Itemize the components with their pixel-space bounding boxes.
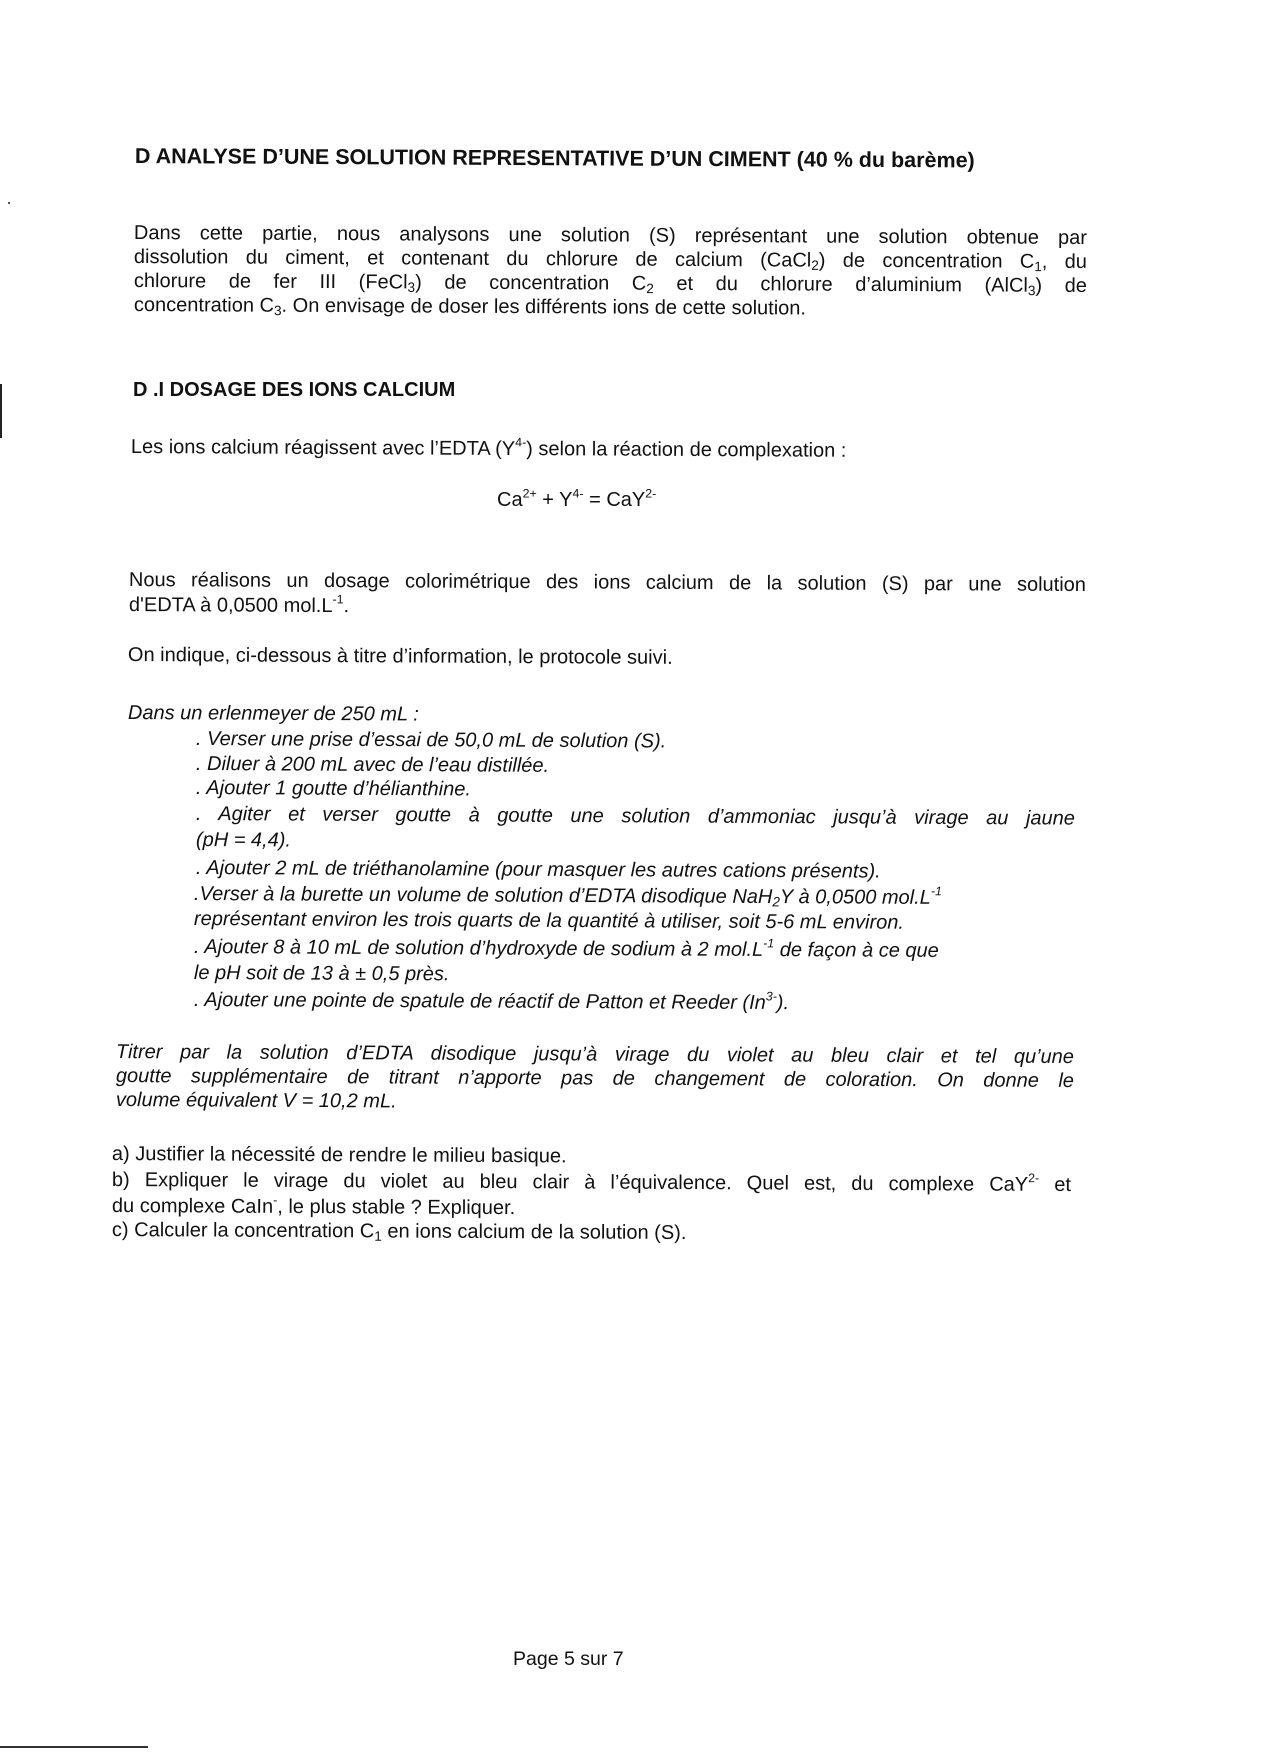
intro-line-2: dissolution du ciment, et contenant du chlorure de calcium (CaCl$_2$) de concentration $C_1$, du: [133, 246, 1088, 275]
dosage-line-1: Nous réalisons un dosage colorimétrique des ions calcium de la solution (S) par une solution: [128, 569, 1086, 597]
protocol-heading: Dans un erlenmeyer de 250 mL :: [127, 702, 419, 726]
page-number: Page 5 sur 7: [513, 1648, 624, 1670]
protocol-intro: On indique, ci-dessous à titre d’information, le protocole suivi.: [127, 644, 673, 669]
protocol-step-6b: représentant environ les trois quarts de la quantité à utiliser, soit 5-6 mL environ.: [193, 908, 905, 934]
intro-line-1: Dans cette partie, nous analysons une solution (S) représentant une solution obtenue par: [133, 222, 1087, 249]
protocol-step-1: . Verser une prise d’essai de 50,0 mL de solution (S).: [195, 728, 667, 753]
protocol-step-8: . Ajouter une pointe de spatule de réactif de Patton et Reeder $(In^{3-})$.: [193, 989, 790, 1015]
titrage-line-1: Titrer par la solution d’EDTA disodique jusqu’à virage du violet au bleu clair et tel qu’une: [115, 1041, 1074, 1069]
scan-artifact-bottom: [0, 1746, 148, 1748]
scan-artifact-dot: [8, 202, 10, 204]
dosage-line-2: d'EDTA à 0,0500 $mol.L^{-1}$.: [128, 592, 350, 618]
protocol-step-7b: le pH soit de 13 à ± 0,5 près.: [193, 962, 450, 986]
scan-artifact-left: [0, 384, 2, 438]
intro-line-4: concentration $C_3$. On envisage de doser les différents ions de cette solution.: [133, 294, 807, 320]
protocol-step-5: . Ajouter 2 mL de triéthanolamine (pour masquer les autres cations présents).: [195, 857, 881, 883]
protocol-step-4a: . Agiter et verser goutte à goutte une solution d’ammoniac jusqu’à virage au jaune: [195, 803, 1075, 830]
protocol-step-4b: (pH = 4,4).: [195, 829, 292, 852]
intro-line-3: chlorure de fer III (FeCl$_3$) de concentration $C_2$ et du chlorure d’aluminium (AlCl$_3$) de: [133, 270, 1087, 299]
question-c: c) Calculer la concentration $C_1$ en ions calcium de la solution (S).: [111, 1219, 687, 1245]
question-b-line-1: b) Expliquer le virage du violet au bleu clair à l’équivalence. Quel est, du complexe CaY$^{2-}$ et: [111, 1169, 1071, 1197]
reaction-intro: Les ions calcium réagissent avec l’EDTA $(Y^{4-})$ selon la réaction de complexation :: [130, 435, 847, 462]
protocol-step-6a: .Verser à la burette un volume de solution d’EDTA disodique NaH$_2$Y à 0,0500 $mol.L^{-1}$: [193, 883, 942, 910]
titrage-line-2: goutte supplémentaire de titrant n’apporte pas de changement de coloration. On donne le: [115, 1065, 1074, 1093]
question-b-line-2: du complexe CaIn-, le plus stable ? Expliquer.: [111, 1193, 516, 1220]
protocol-step-7a: . Ajouter 8 à 10 mL de solution d’hydroxyde de sodium à 2 $mol.L^{-1}$ de façon à ce que: [193, 936, 939, 962]
question-a: a) Justifier la nécessité de rendre le milieu basique.: [111, 1143, 567, 1168]
protocol-step-2: . Diluer à 200 mL avec de l’eau distillée.: [195, 753, 550, 777]
section-title: D ANALYSE D’UNE SOLUTION REPRESENTATIVE D’UN CIMENT (40 % du barème): [134, 143, 975, 173]
subsection-heading: D .I DOSAGE DES IONS CALCIUM: [133, 379, 456, 401]
protocol-step-3: . Ajouter 1 goutte d’hélianthine.: [195, 777, 472, 801]
complexation-equation: $Ca^{2+} + Y^{4-} = CaY^{2-}$: [497, 486, 657, 511]
titrage-line-3: volume équivalent V = 10,2 mL.: [115, 1089, 397, 1113]
